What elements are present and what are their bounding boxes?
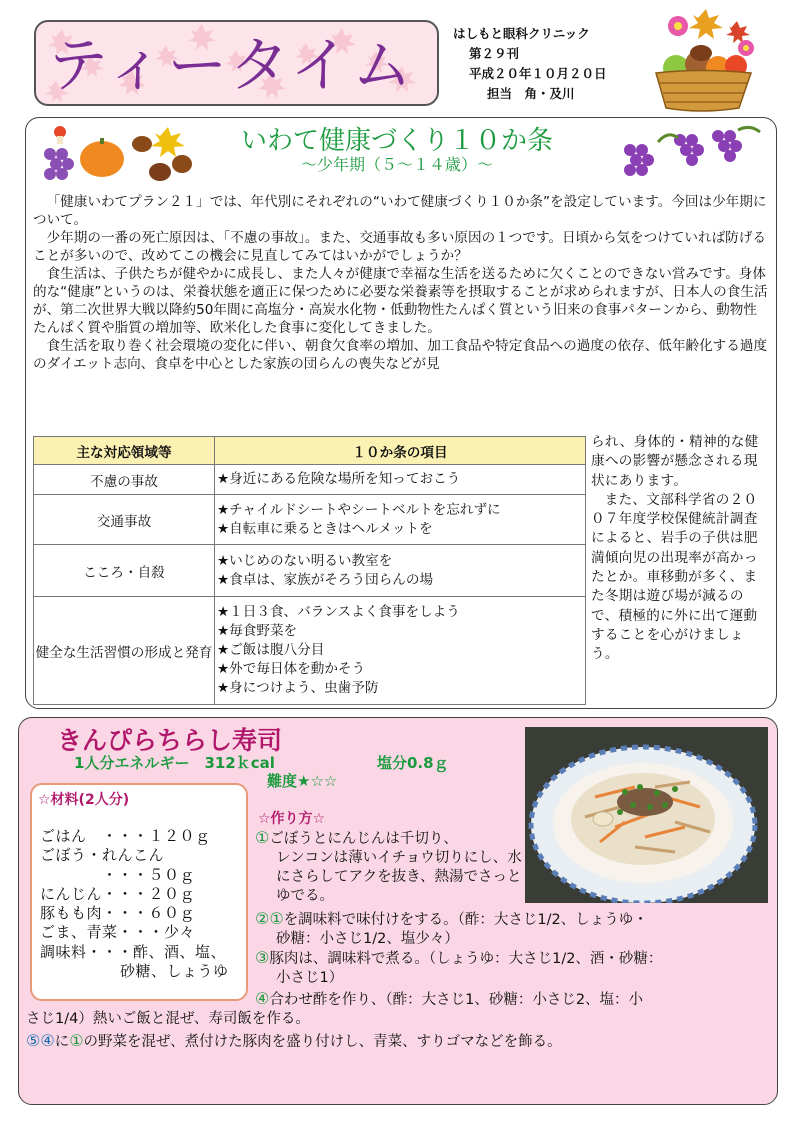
recipe-title: きんぴらちらし寿司 <box>57 726 283 755</box>
ingredient-line: ごま、青菜・・・少々 <box>40 923 196 942</box>
fruit-basket-icon <box>636 8 766 113</box>
table-header-items: １０か条の項目 <box>215 437 586 465</box>
recipe-step: ①ごぼうとにんじんは千切り、 レンコンは薄いイチョウ切りにし、水にさらしてアクを抜き、熱湯でさっとゆでる。 <box>255 828 522 904</box>
issue-date: 平成２０年１０月２０日 <box>469 66 607 81</box>
chirashi-sushi-photo <box>525 727 768 903</box>
recipe-step: ③豚肉は、調味料で煮る。（しょうゆ：大さじ1/2、酒・砂糖： 小さじ1） <box>255 948 663 986</box>
section-subtitle: ～少年期（５～１４歳）～ <box>300 155 493 174</box>
ten-rules-table <box>33 436 586 705</box>
issue-number: 第２９刊 <box>469 46 520 61</box>
paragraph: 少年期の一番の死亡原因は、「不慮の事故」。また、交通事故も多い原因の１つです。日頃から気をつけていれば防げることが多いので、改めてこの機会に見直してみてはいかがでしょうか？ <box>33 230 766 264</box>
table-row <box>34 597 586 705</box>
recipe-salt: 塩分0.8ｇ <box>377 754 449 772</box>
paragraph: 食生活は、子供たちが健やかに成長し、また人々が健康で幸福な生活を送るために欠くことのできない営みです。身体的な“健康”というのは、栄養状態を適正に保つために必要な栄養素等を摂取することが求められますが、日本人の食生活が、第二次世界大戦以降約50年間に高塩分・高炭水化物・低動物性たんぱく質という旧来の食事パターンから、動物性たんぱく質や脂質の増加等、欧米化した食事に変化してきました。 <box>33 266 768 336</box>
ingredient-line: ・・・５０ｇ <box>102 865 196 884</box>
table-header-category: 主な対応領域等 <box>34 437 215 465</box>
table-cell-category: 交通事故 <box>34 495 215 545</box>
table-cell-items: ★チャイルドシートやシートベルトを忘れずに ★自転車に乗るときはヘルメットを <box>215 495 586 545</box>
step-number: ⑤ <box>26 1031 41 1050</box>
table-cell-category: 不慮の事故 <box>34 465 215 495</box>
recipe-step: ④合わせ酢を作り、（酢：大さじ1、砂糖：小さじ2、塩：小 さじ1/4）熱いご飯と混ぜ、寿司飯を作る。 <box>26 989 644 1027</box>
table-cell-category: 健全な生活習慣の形成と発育 <box>34 597 215 705</box>
step-number: ④ <box>255 989 270 1008</box>
table-row <box>34 545 586 597</box>
step-number: ① <box>255 828 270 847</box>
recipe-energy: 1人分エネルギー 312ｋcal <box>74 754 275 772</box>
table-row <box>34 495 586 545</box>
table-header-row <box>34 437 586 465</box>
paragraph: 「健康いわてプラン２１」では、年代別にそれぞれの“いわて健康づくり１０か条”を設定しています。今回は少年期について。 <box>33 194 767 228</box>
newsletter-title: ティータイム <box>48 31 414 101</box>
paragraph: また、文部科学省の２００７年度学校保健統計調査によると、岩手の子供は肥満傾向児の出現率が高かったとか。車移動が多く、また冬期は遊び場が減るので、積極的に外に出て運動することを心がけましょう。 <box>591 491 758 663</box>
recipe-step: ②①を調味料で味付けをする。（酢：大さじ1/2、しょうゆ・ 砂糖：小さじ1/2、塩少々） <box>255 909 648 947</box>
ingredient-line: にんじん・・・２０ｇ <box>40 884 196 903</box>
ingredient-line: ごはん ・・・１２０ｇ <box>40 827 211 845</box>
recipe-step: ⑤④に①の野菜を混ぜ、煮付けた豚肉を盛り付けし、青菜、すりゴマなどを飾る。 <box>26 1031 562 1050</box>
paragraph: 食生活を取り巻く社会環境の変化に伴い、朝食欠食率の増加、加工食品や特定食品への過度の依存、低年齢化する過度のダイエット志向、食卓を中心とした家族の団らんの喪失などが見 <box>33 338 768 372</box>
steps-title: ☆作り方☆ <box>258 811 326 827</box>
paragraph: られ、身体的・精神的な健康への影響が懸念される現状にあります。 <box>591 434 759 489</box>
step-number: ② <box>255 909 270 928</box>
table-cell-items: ★１日３食、バランスよく食事をしよう ★毎食野菜を ★ご飯は腹八分目 ★外で毎日体を動かそう ★身につけよう、虫歯予防 <box>215 597 586 705</box>
newsletter-title-box <box>34 20 439 106</box>
ingredients-title: ☆材料(2人分) <box>38 792 130 808</box>
table-cell-items: ★いじめのない明るい教室を ★食卓は、家族がそろう団らんの場 <box>215 545 586 597</box>
staff-names: 担当 角・及川 <box>487 86 575 101</box>
section-title: いわて健康づくり１０か条 <box>240 126 553 156</box>
table-cell-category: こころ・自殺 <box>34 545 215 597</box>
side-column-text <box>591 433 769 665</box>
clinic-name: はしもと眼科クリニック <box>453 26 590 41</box>
ingredient-line: 豚もも肉・・・６０ｇ <box>40 904 196 923</box>
header-info <box>453 24 628 104</box>
step-number: ③ <box>255 948 270 967</box>
ingredients-list <box>40 827 245 981</box>
ingredient-line: ごぼう・れんこん <box>40 846 165 865</box>
recipe-difficulty: 難度★☆☆ <box>267 772 338 790</box>
table-cell-items: ★身近にある危険な場所を知っておこう <box>215 465 586 495</box>
ingredient-line: 調味料・・・酢、酒、塩、 <box>40 942 227 961</box>
table-row <box>34 465 586 495</box>
ingredient-line: 砂糖、しょうゆ <box>120 962 229 981</box>
section-body <box>33 193 769 373</box>
